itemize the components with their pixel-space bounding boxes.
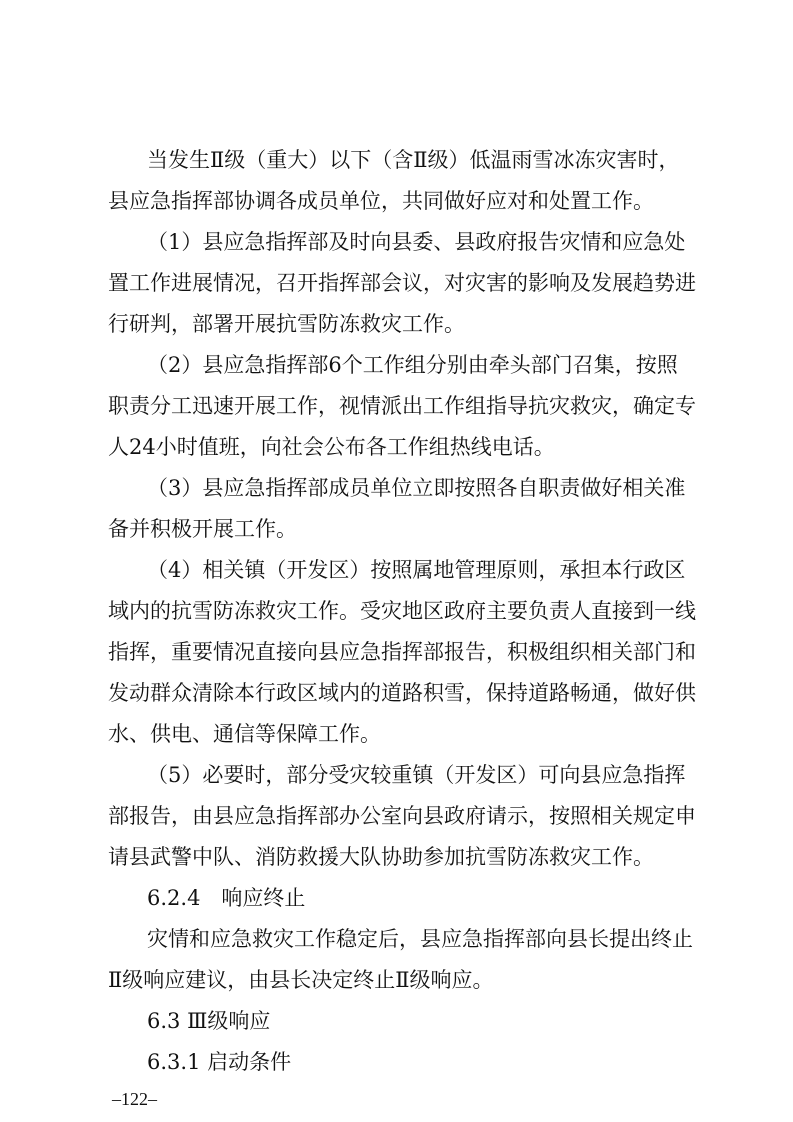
paragraph-line: 县应急指挥部协调各成员单位，共同做好应对和处置工作。 [108,189,654,213]
paragraph-line: 职责分工迅速开展工作，视情派出工作组指导抗灾救灾，确定专 [108,394,696,418]
paragraph-line: 当发生Ⅱ级（重大）以下（含Ⅱ级）低温雨雪冰冻灾害时， [147,148,680,172]
paragraph-line: （4）相关镇（开发区）按照属地管理原则，承担本行政区 [147,558,686,582]
paragraph-line: 水、供电、通信等保障工作。 [108,722,381,746]
paragraph-line: 灾情和应急救灾工作稳定后，县应急指挥部向县长提出终止 [147,927,693,951]
paragraph-line: 部报告，由县应急指挥部办公室向县政府请示，按照相关规定申 [108,804,696,828]
paragraph-line: 指挥，重要情况直接向县应急指挥部报告，积极组织相关部门和 [108,640,696,664]
paragraph-line: 请县武警中队、消防救援大队协助参加抗雪防冻救灾工作。 [108,845,654,869]
paragraph-line: 发动群众清除本行政区域内的道路积雪，保持道路畅通，做好供 [108,681,696,705]
section-heading: 6.3 Ⅲ级响应 [147,1009,271,1033]
paragraph-line: 域内的抗雪防冻救灾工作。受灾地区政府主要负责人直接到一线 [108,599,696,623]
paragraph-line: 备并积极开展工作。 [108,517,297,541]
section-heading: 6.3.1 启动条件 [147,1050,292,1074]
paragraph-line: （2）县应急指挥部6个工作组分别由牵头部门召集，按照 [147,353,678,377]
paragraph-line: Ⅱ级响应建议，由县长决定终止Ⅱ级响应。 [108,968,494,992]
paragraph-line: 置工作进展情况，召开指挥部会议，对灾害的影响及发展趋势进 [108,271,696,295]
paragraph-line: （1）县应急指挥部及时向县委、县政府报告灾情和应急处 [147,230,686,254]
paragraph-line: （5）必要时，部分受灾较重镇（开发区）可向县应急指挥 [147,763,686,787]
paragraph-line: （3）县应急指挥部成员单位立即按照各自职责做好相关准 [147,476,686,500]
section-heading: 6.2.4 响应终止 [147,886,306,910]
paragraph-line: 人24小时值班，向社会公布各工作组热线电话。 [108,435,555,459]
paragraph-line: 行研判，部署开展抗雪防冻救灾工作。 [108,312,465,336]
page-number: –122– [112,1089,157,1109]
